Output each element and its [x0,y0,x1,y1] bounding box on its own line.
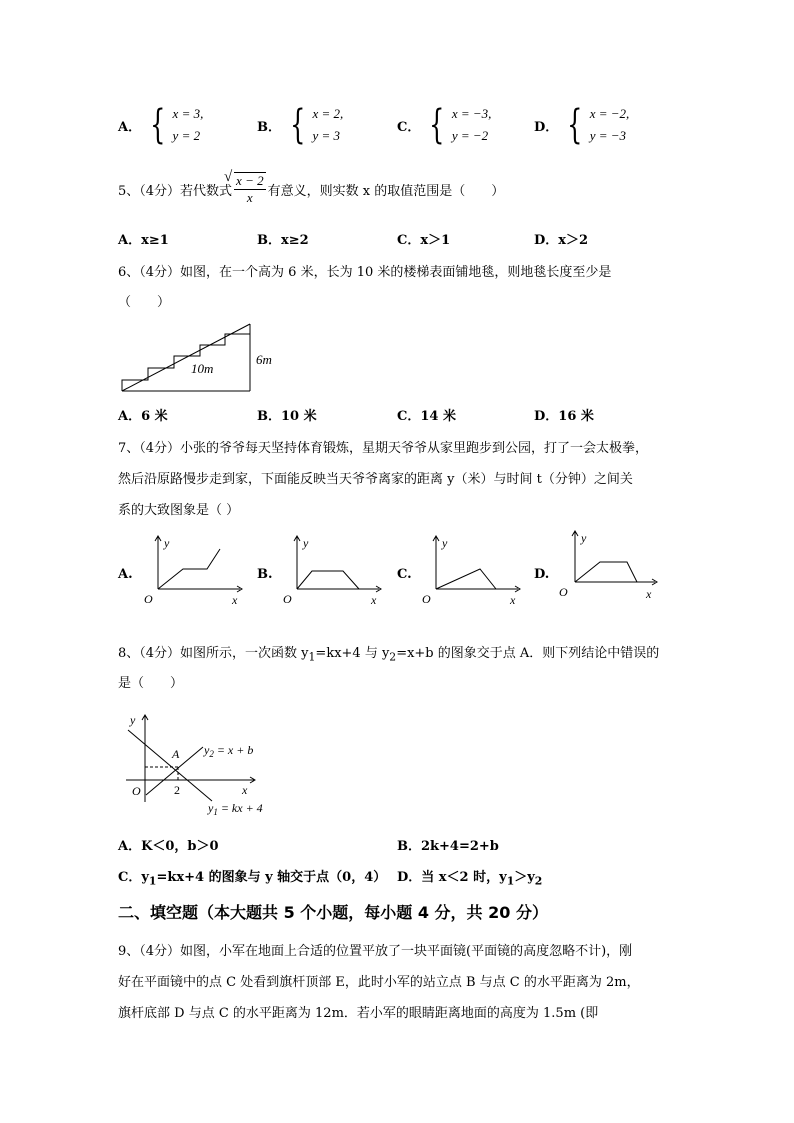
q6-option-c: C．14 米 [397,409,456,424]
q7-stem-line1: 7、（4分）小张的爷爷每天坚持体育锻炼，星期天爷爷从家里跑步到公园，打了一会太极拳， [118,441,649,456]
q6-option-b: B．10 米 [257,409,317,424]
q8-linear-functions-figure [118,710,288,820]
point-a-label: A [172,747,180,761]
q8-option-a: A．K＜0，b＞0 [118,839,219,854]
label-10m: 10m [191,361,214,376]
q4-option-d: D． { x = −2, y = −3 [534,102,630,148]
q8-option-c: C．$y_1=kx+4$ 的图象与 y 轴交于点（0，4） [118,870,387,888]
svg-text:x: x [646,587,652,601]
q7-graph-d [557,528,667,603]
q4-c-eq1: x = −3, [451,106,492,121]
q9-stem-line2: 好在平面镜中的点 C 处看到旗杆顶部 E，此时小军的站立点 B 与点 C 的水平距离为 2m， [118,975,640,990]
q9-stem-line1: 9、（4分）如图，小军在地面上合适的位置平放了一块平面镜(平面镜的高度忽略不计)，刚 [118,944,633,959]
q5-denominator: x [246,190,253,205]
svg-text:y: y [581,531,587,545]
q6-option-d: D．16 米 [534,409,594,424]
q7-graph-a [140,533,250,608]
graph-line [158,549,220,589]
q8-option-d: D．当 x＜2 时，$y_1>y_2$ [397,870,543,888]
q4-b-eq2: y = 3 [312,128,340,143]
svg-text:x: x [510,593,516,607]
svg-text:O: O [283,592,292,606]
graph-line [575,562,637,582]
q5-sqrt-numerator: √ x − 2 [224,169,264,188]
y1-label: $y_1$ = kx + 4 [208,801,263,817]
q4-b-eq1: x = 2, [312,106,344,121]
q7-stem-line2: 然后沿原路慢步走到家，下面能反映当天爷爷离家的距离 y（米）与时间 t（分钟）之间关 [118,472,633,487]
graph-line [436,569,496,589]
q5-option-b: B．x≥2 [257,233,309,248]
svg-text:x: x [371,593,377,607]
q4-option-c: C． { x = −3, y = −2 [397,102,492,148]
q4-d-eq1: x = −2, [589,106,630,121]
svg-text:y: y [442,536,448,550]
q6-stem-line1: 6、（4分）如图，在一个高为 6 米，长为 10 米的楼梯表面铺地毯，则地毯长度至少是 [118,265,612,280]
q7-option-d-label: D. [534,567,550,582]
q7-graph-b [279,533,389,608]
q7-stem-line3: 系的大致图象是（ ） [118,503,240,518]
q4-option-b: B． { x = 2, y = 3 [257,102,344,148]
q4-a-eq1: x = 3, [172,106,204,121]
section-heading-fill-in: 二、填空题（本大题共 5 个小题，每小题 4 分，共 20 分） [118,903,548,922]
q6-option-a: A．6 米 [118,409,168,424]
q7-graph-c [418,533,528,608]
q5-option-a: A．x≥1 [118,233,169,248]
svg-text:O: O [144,592,153,606]
q4-c-eq2: y = −2 [451,128,489,143]
q5-fraction [224,169,266,206]
q6-stem-line2: （ ） [118,295,171,310]
tick-2-label: 2 [174,783,180,797]
q4-option-a: A． { x = 3, y = 2 [118,102,204,148]
svg-text:y: y [303,536,309,550]
staircase-hypotenuse [122,324,250,391]
q5-stem: 5、（4分）若代数式 √ x − 2 x 有意义，则实数 x 的取值范围是（ ） [118,169,505,205]
svg-text:x: x [232,593,238,607]
label-6m: 6m [256,352,272,367]
q6-staircase-figure [118,322,288,397]
svg-text:y: y [130,713,136,727]
q7-option-a-label: A. [118,567,133,582]
svg-text:x: x [242,783,248,797]
q4-a-eq2: y = 2 [172,128,201,143]
q9-stem-line3: 旗杆底部 D 与点 C 的水平距离为 12m．若小军的眼睛距离地面的高度为 1.5m (即 [118,1006,599,1021]
q5-option-d: D．x＞2 [534,233,589,248]
q7-option-b-label: B. [257,567,273,582]
q4-d-eq2: y = −3 [589,128,627,143]
q7-option-c-label: C. [397,567,412,582]
q5-option-c: C．x＞1 [397,233,451,248]
q8-stem-line1: 8、（4分）如图所示，一次函数 $y_1=kx+4$ 与 $y_2=x+b$ 的图象交于点 A．则下列结论中错误的 [118,646,660,664]
graph-line [297,571,359,589]
q8-stem-line2: 是（ ） [118,676,184,691]
q8-option-b: B．2k+4=2+b [397,839,499,854]
svg-text:y: y [164,536,170,550]
svg-text:O: O [132,784,141,798]
y2-label: $y_2 = x + b$ [204,743,254,759]
svg-text:O: O [559,585,568,599]
svg-text:O: O [422,592,431,606]
sqrt-icon: √ [224,169,233,185]
